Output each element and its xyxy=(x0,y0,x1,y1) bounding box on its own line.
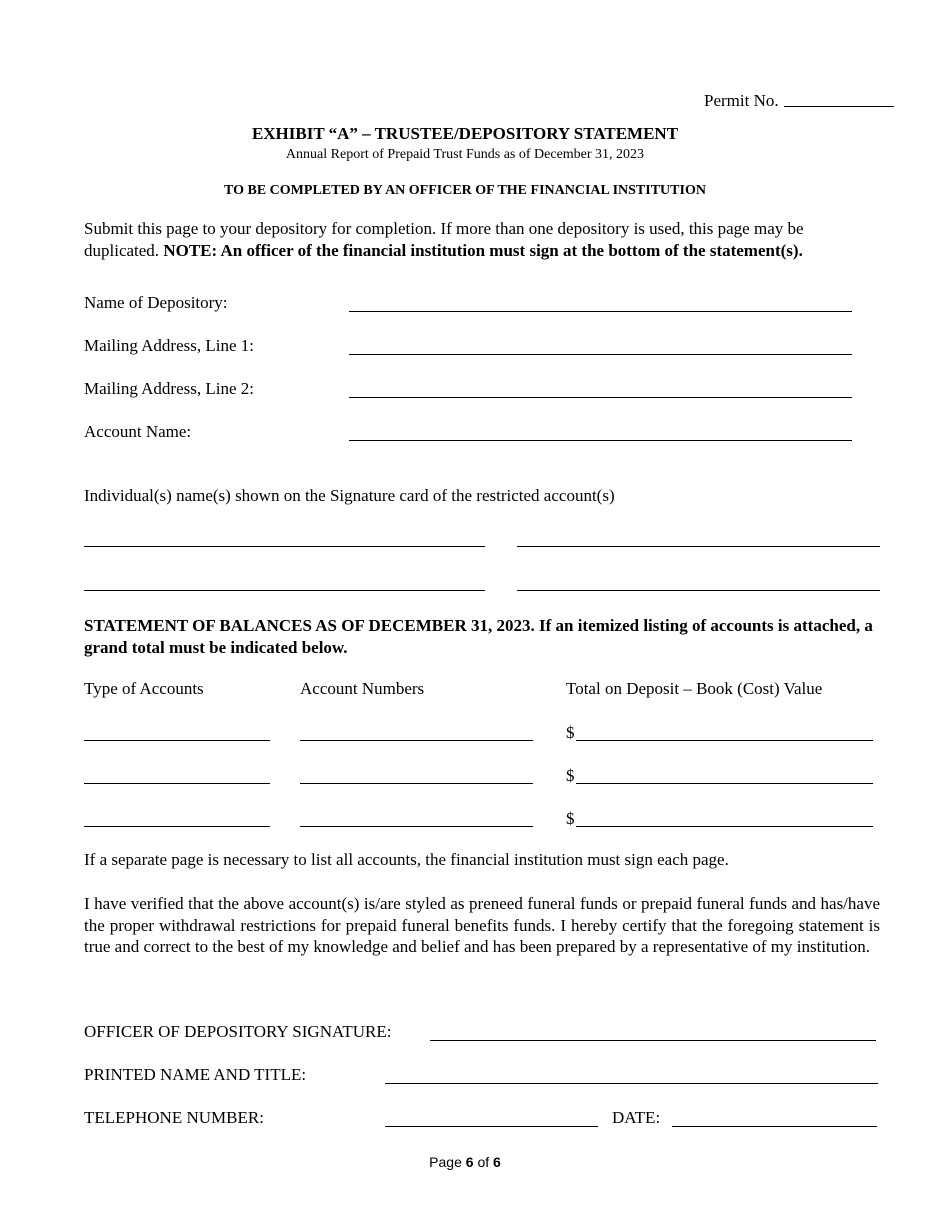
total-deposit-field[interactable] xyxy=(576,783,873,784)
signature-name-field-1[interactable] xyxy=(84,546,485,547)
page-footer xyxy=(0,1155,930,1169)
signature-name-field-4[interactable] xyxy=(517,590,880,591)
telephone-label: TELEPHONE NUMBER: xyxy=(84,1108,264,1127)
intro-note: NOTE: An officer of the financial institution must sign at the bottom of the statement(s). xyxy=(163,240,803,260)
telephone-field[interactable] xyxy=(385,1126,598,1127)
currency-symbol: $ xyxy=(566,723,575,742)
printed-name-field[interactable] xyxy=(385,1083,878,1084)
of-word: of xyxy=(477,1154,490,1170)
document-title: EXHIBIT “A” – TRUSTEE/DEPOSITORY STATEMENT xyxy=(251,124,679,143)
address-line2-field[interactable] xyxy=(349,397,852,398)
date-label: DATE: xyxy=(612,1108,661,1127)
col-total-header: Total on Deposit – Book (Cost) Value xyxy=(566,679,823,698)
intro-text: Submit this page to your depository for completion. If more than one depository is used, this page may be duplicated. xyxy=(84,219,804,260)
page-current: 6 xyxy=(465,1154,474,1170)
account-name-label: Account Name: xyxy=(84,422,192,441)
col-numbers-header: Account Numbers xyxy=(300,679,425,698)
account-name-field[interactable] xyxy=(349,440,852,441)
page-total: 6 xyxy=(493,1154,501,1170)
permit-number-field[interactable] xyxy=(784,106,894,107)
currency-symbol: $ xyxy=(566,766,575,785)
printed-name-label: PRINTED NAME AND TITLE: xyxy=(84,1065,307,1084)
total-deposit-field[interactable] xyxy=(576,826,873,827)
signature-card-label: Individual(s) name(s) shown on the Signature card of the restricted account(s) xyxy=(84,486,615,505)
page-word: Page xyxy=(429,1154,462,1170)
account-type-field[interactable] xyxy=(84,783,270,784)
certification-paragraph: I have verified that the above account(s) is/are styled as preneed funeral funds or prepaid funeral funds and has/have the proper withdrawal restrictions for prepaid funeral benefits funds. I hereby certify that the foregoing statement is true and correct to the best of my knowledge and belief and has been prepared by a representative of my institution. xyxy=(84,894,880,956)
depository-name-label: Name of Depository: xyxy=(84,293,228,312)
depository-name-field[interactable] xyxy=(349,311,852,312)
permit-label: Permit No. xyxy=(704,91,779,110)
instruction-heading: TO BE COMPLETED BY AN OFFICER OF THE FINANCIAL INSTITUTION xyxy=(224,183,706,198)
address-line2-label: Mailing Address, Line 2: xyxy=(84,379,254,398)
total-deposit-field[interactable] xyxy=(576,740,873,741)
account-type-field[interactable] xyxy=(84,740,270,741)
date-field[interactable] xyxy=(672,1126,877,1127)
account-number-field[interactable] xyxy=(300,783,533,784)
officer-signature-label: OFFICER OF DEPOSITORY SIGNATURE: xyxy=(84,1022,392,1041)
account-number-field[interactable] xyxy=(300,740,533,741)
intro-paragraph xyxy=(84,218,880,261)
balances-heading: STATEMENT OF BALANCES AS OF DECEMBER 31, 2023. If an itemized listing of accounts is attached, a grand total must be indicated below. xyxy=(84,616,873,657)
currency-symbol: $ xyxy=(566,809,575,828)
account-type-field[interactable] xyxy=(84,826,270,827)
officer-signature-field[interactable] xyxy=(430,1040,876,1041)
col-type-header: Type of Accounts xyxy=(84,679,204,698)
signature-name-field-2[interactable] xyxy=(517,546,880,547)
address-line1-label: Mailing Address, Line 1: xyxy=(84,336,254,355)
address-line1-field[interactable] xyxy=(349,354,852,355)
signature-name-field-3[interactable] xyxy=(84,590,485,591)
account-number-field[interactable] xyxy=(300,826,533,827)
document-subtitle: Annual Report of Prepaid Trust Funds as of December 31, 2023 xyxy=(285,147,645,162)
separate-page-note: If a separate page is necessary to list all accounts, the financial institution must sign each page. xyxy=(84,850,729,869)
